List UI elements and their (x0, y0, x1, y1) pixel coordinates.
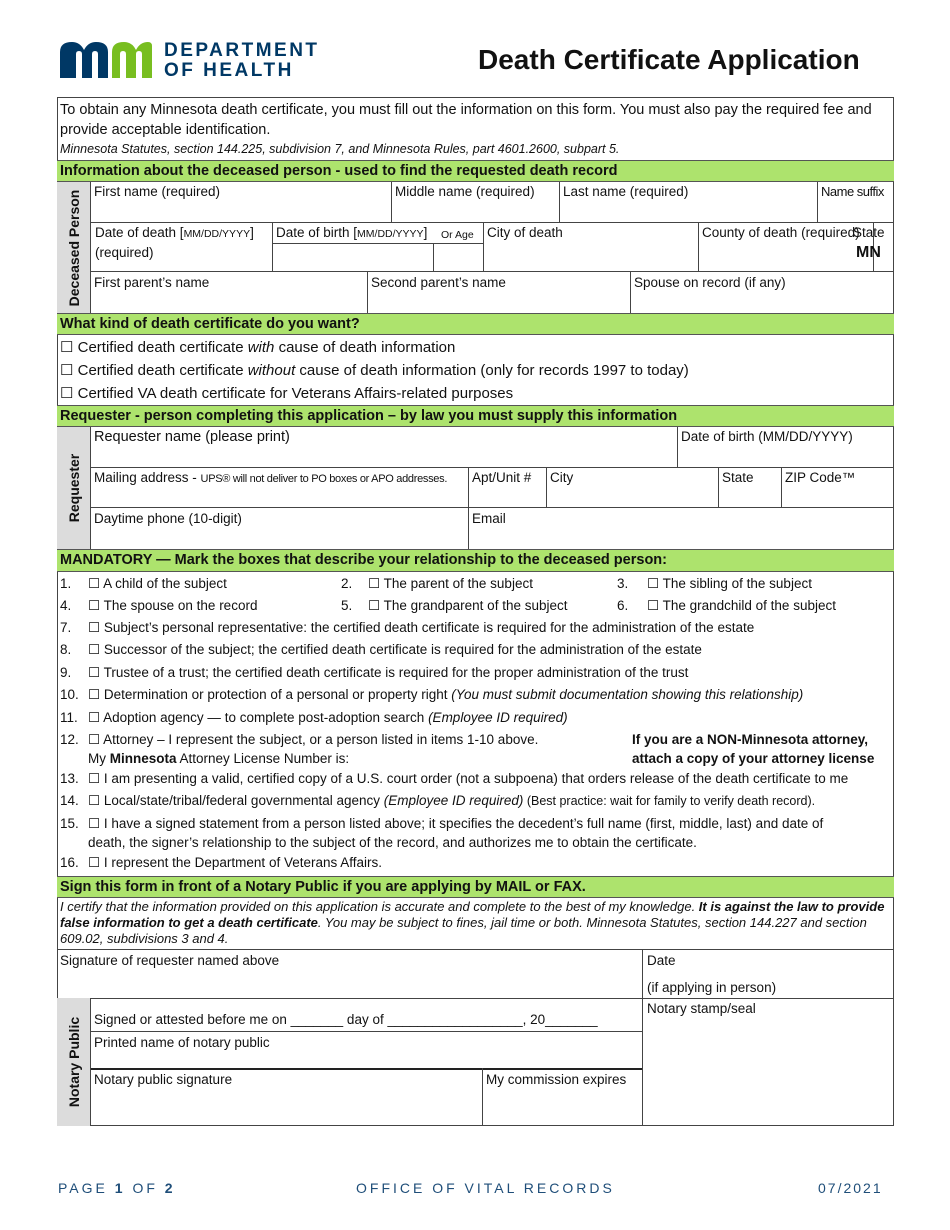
date-of-birth-field[interactable] (276, 225, 427, 242)
state-field[interactable]: State (722, 470, 754, 485)
first-name-field[interactable]: First name (required) (94, 184, 221, 199)
apt-unit-field[interactable]: Apt/Unit # (472, 470, 532, 485)
relationship-signed-statement[interactable]: ☐ I have a signed statement from a person listed above; it specifies the decedent’s full name (first, middle, last) and date of (88, 816, 824, 831)
city-of-death-field[interactable]: City of death (487, 225, 563, 240)
middle-name-field[interactable]: Middle name (required) (395, 184, 535, 199)
mailing-address-field[interactable]: Mailing address - UPS® will not deliver to PO boxes or APO addresses. (94, 470, 448, 485)
notary-heading: Sign this form in front of a Notary Public if you are applying by MAIL or FAX. (57, 876, 894, 898)
deceased-heading: Information about the deceased person - used to find the requested death record (57, 160, 894, 182)
signed-statement-line-2: death, the signer’s relationship to the subject of the record, and authorizes me to obtain the certificate. (88, 835, 697, 850)
email-field[interactable]: Email (472, 511, 506, 526)
printed-notary-name-field[interactable]: Printed name of notary public (94, 1035, 270, 1050)
date-bracket: ] (250, 225, 254, 240)
deceased-side-panel (57, 182, 91, 313)
attorney-license-line: My Minnesota Attorney License Number is: (88, 751, 350, 766)
option-without-cause[interactable]: ☐ Certified death certificate without cause of death information (only for records 1997 to today) (60, 362, 689, 379)
state-label: State (853, 225, 885, 240)
form-date: 07/2021 (818, 1180, 883, 1196)
checkbox-icon[interactable]: ☐ (60, 385, 74, 402)
requester-heading: Requester - person completing this application – by law you must supply this information (57, 405, 894, 427)
mdh-logo (58, 40, 348, 82)
daytime-phone-field[interactable]: Daytime phone (10-digit) (94, 511, 242, 526)
relationship-sibling[interactable]: ☐ The sibling of the subject (647, 576, 812, 591)
requester-side-panel (57, 427, 91, 549)
page-title: Death Certificate Application (478, 44, 860, 75)
relationship-trustee[interactable]: ☐ Trustee of a trust; the certified death certificate is required for the proper administration of the trust (88, 665, 689, 680)
required-note: (required) (95, 245, 154, 260)
dob-label: Date of birth [ (276, 225, 358, 240)
relationship-attorney[interactable]: ☐ Attorney – I represent the subject, or a person listed in items 1-10 above. (88, 732, 539, 747)
relationship-veterans-affairs[interactable]: ☐ I represent the Department of Veterans Affairs. (88, 855, 383, 870)
attorney-note-2: attach a copy of your attorney license (632, 751, 875, 766)
date-of-death-label: Date of death [ (95, 225, 184, 240)
mn-logo-icon (58, 40, 154, 80)
relationship-government-agency[interactable]: ☐ Local/state/tribal/federal governmental agency (Employee ID required) (Best practice: wait for family to verify death record). (88, 793, 816, 808)
commission-expires-field[interactable]: My commission expires (486, 1072, 627, 1087)
intro-text: To obtain any Minnesota death certificate, you must fill out the information on this form. You must also pay the required fee and provide acceptable identification. (60, 102, 872, 138)
dob-format-hint: MM/DD/YYYY (357, 228, 424, 240)
office-name: OFFICE OF VITAL RECORDS (356, 1180, 615, 1196)
last-name-field[interactable]: Last name (required) (563, 184, 689, 199)
relationship-heading: MANDATORY — Mark the boxes that describe your relationship to the deceased person: (57, 549, 894, 572)
date-in-person-note: (if applying in person) (647, 980, 777, 995)
spouse-field[interactable]: Spouse on record (if any) (634, 275, 786, 290)
logo-line-1: DEPARTMENT (164, 40, 320, 61)
relationship-property-right[interactable]: ☐ Determination or protection of a personal or property right (You must submit documentation showing this relationship) (88, 687, 804, 702)
second-parent-field[interactable]: Second parent’s name (371, 275, 506, 290)
state-value: MN (856, 244, 881, 261)
relationship-parent[interactable]: ☐ The parent of the subject (368, 576, 533, 591)
notary-side-panel (57, 998, 91, 1126)
date-format-hint: MM/DD/YYYY (183, 228, 251, 240)
name-suffix-field[interactable]: Name suffix (821, 184, 884, 199)
certificate-type-heading: What kind of death certificate do you want? (57, 313, 894, 335)
county-of-death-field[interactable]: County of death (required) (702, 225, 860, 240)
option-va-certificate[interactable]: ☐ Certified VA death certificate for Veterans Affairs-related purposes (60, 385, 514, 402)
relationship-adoption-agency[interactable]: ☐ Adoption agency — to complete post-adoption search (Employee ID required) (88, 710, 568, 725)
checkbox-icon[interactable]: ☐ (60, 362, 74, 379)
page-number: PAGE 1 OF 2 (58, 1180, 176, 1196)
zip-field[interactable]: ZIP Code™ (785, 470, 856, 485)
mailing-note: UPS® will not deliver to PO boxes or APO addresses. (200, 473, 448, 485)
certification-text: I certify that the information provided on this application is accurate and complete to the best of my knowledge. It is against the law to provide false information to get a death certificate. You may be subject to fines, jail time or both. Minnesota Statutes, section 144.227 and section 609.02, subdivisions 3 and 4. (60, 899, 885, 946)
dob-bracket: ] (423, 225, 428, 240)
intro-statute: Minnesota Statutes, section 144.225, subdivision 7, and Minnesota Rules, part 4601.2600, subpart 5. (60, 142, 620, 156)
requester-side-label: Requester (65, 453, 82, 523)
notary-side-label: Notary Public (65, 1016, 82, 1108)
relationship-grandchild[interactable]: ☐ The grandchild of the subject (647, 598, 836, 613)
relationship-representative[interactable]: ☐ Subject’s personal representative: the certified death certificate is required for the administration of the estate (88, 620, 755, 635)
requester-name-field[interactable]: Requester name (please print) (94, 429, 290, 445)
date-of-death-field[interactable] (95, 225, 254, 242)
first-parent-field[interactable]: First parent’s name (94, 275, 210, 290)
attorney-note-1: If you are a NON-Minnesota attorney, (632, 732, 869, 747)
relationship-court-order[interactable]: ☐ I am presenting a valid, certified copy of a U.S. court order (not a subpoena) that orders release of the death certificate to me (88, 771, 849, 786)
or-age-label: Or Age (441, 229, 474, 241)
date-field[interactable]: Date (647, 953, 676, 968)
deceased-side-label: Deceased Person (65, 189, 82, 306)
relationship-child[interactable]: ☐ A child of the subject (88, 576, 227, 591)
relationship-grandparent[interactable]: ☐ The grandparent of the subject (368, 598, 568, 613)
notary-stamp-area: Notary stamp/seal (647, 1001, 756, 1016)
requester-signature-field[interactable]: Signature of requester named above (60, 953, 280, 968)
relationship-spouse[interactable]: ☐ The spouse on the record (88, 598, 258, 613)
relationship-successor[interactable]: ☐ Successor of the subject; the certified death certificate is required for the administration of the estate (88, 642, 702, 657)
checkbox-icon[interactable]: ☐ (60, 339, 74, 356)
notary-signature-field[interactable]: Notary public signature (94, 1072, 233, 1087)
signed-attested-line[interactable]: Signed or attested before me on _______ day of __________________, 20_______ (94, 1012, 598, 1027)
requester-dob-field[interactable]: Date of birth (MM/DD/YYYY) (681, 429, 853, 444)
option-with-cause[interactable]: ☐ Certified death certificate with cause of death information (60, 339, 456, 356)
logo-line-2: OF HEALTH (164, 60, 294, 81)
city-field[interactable]: City (550, 470, 574, 485)
